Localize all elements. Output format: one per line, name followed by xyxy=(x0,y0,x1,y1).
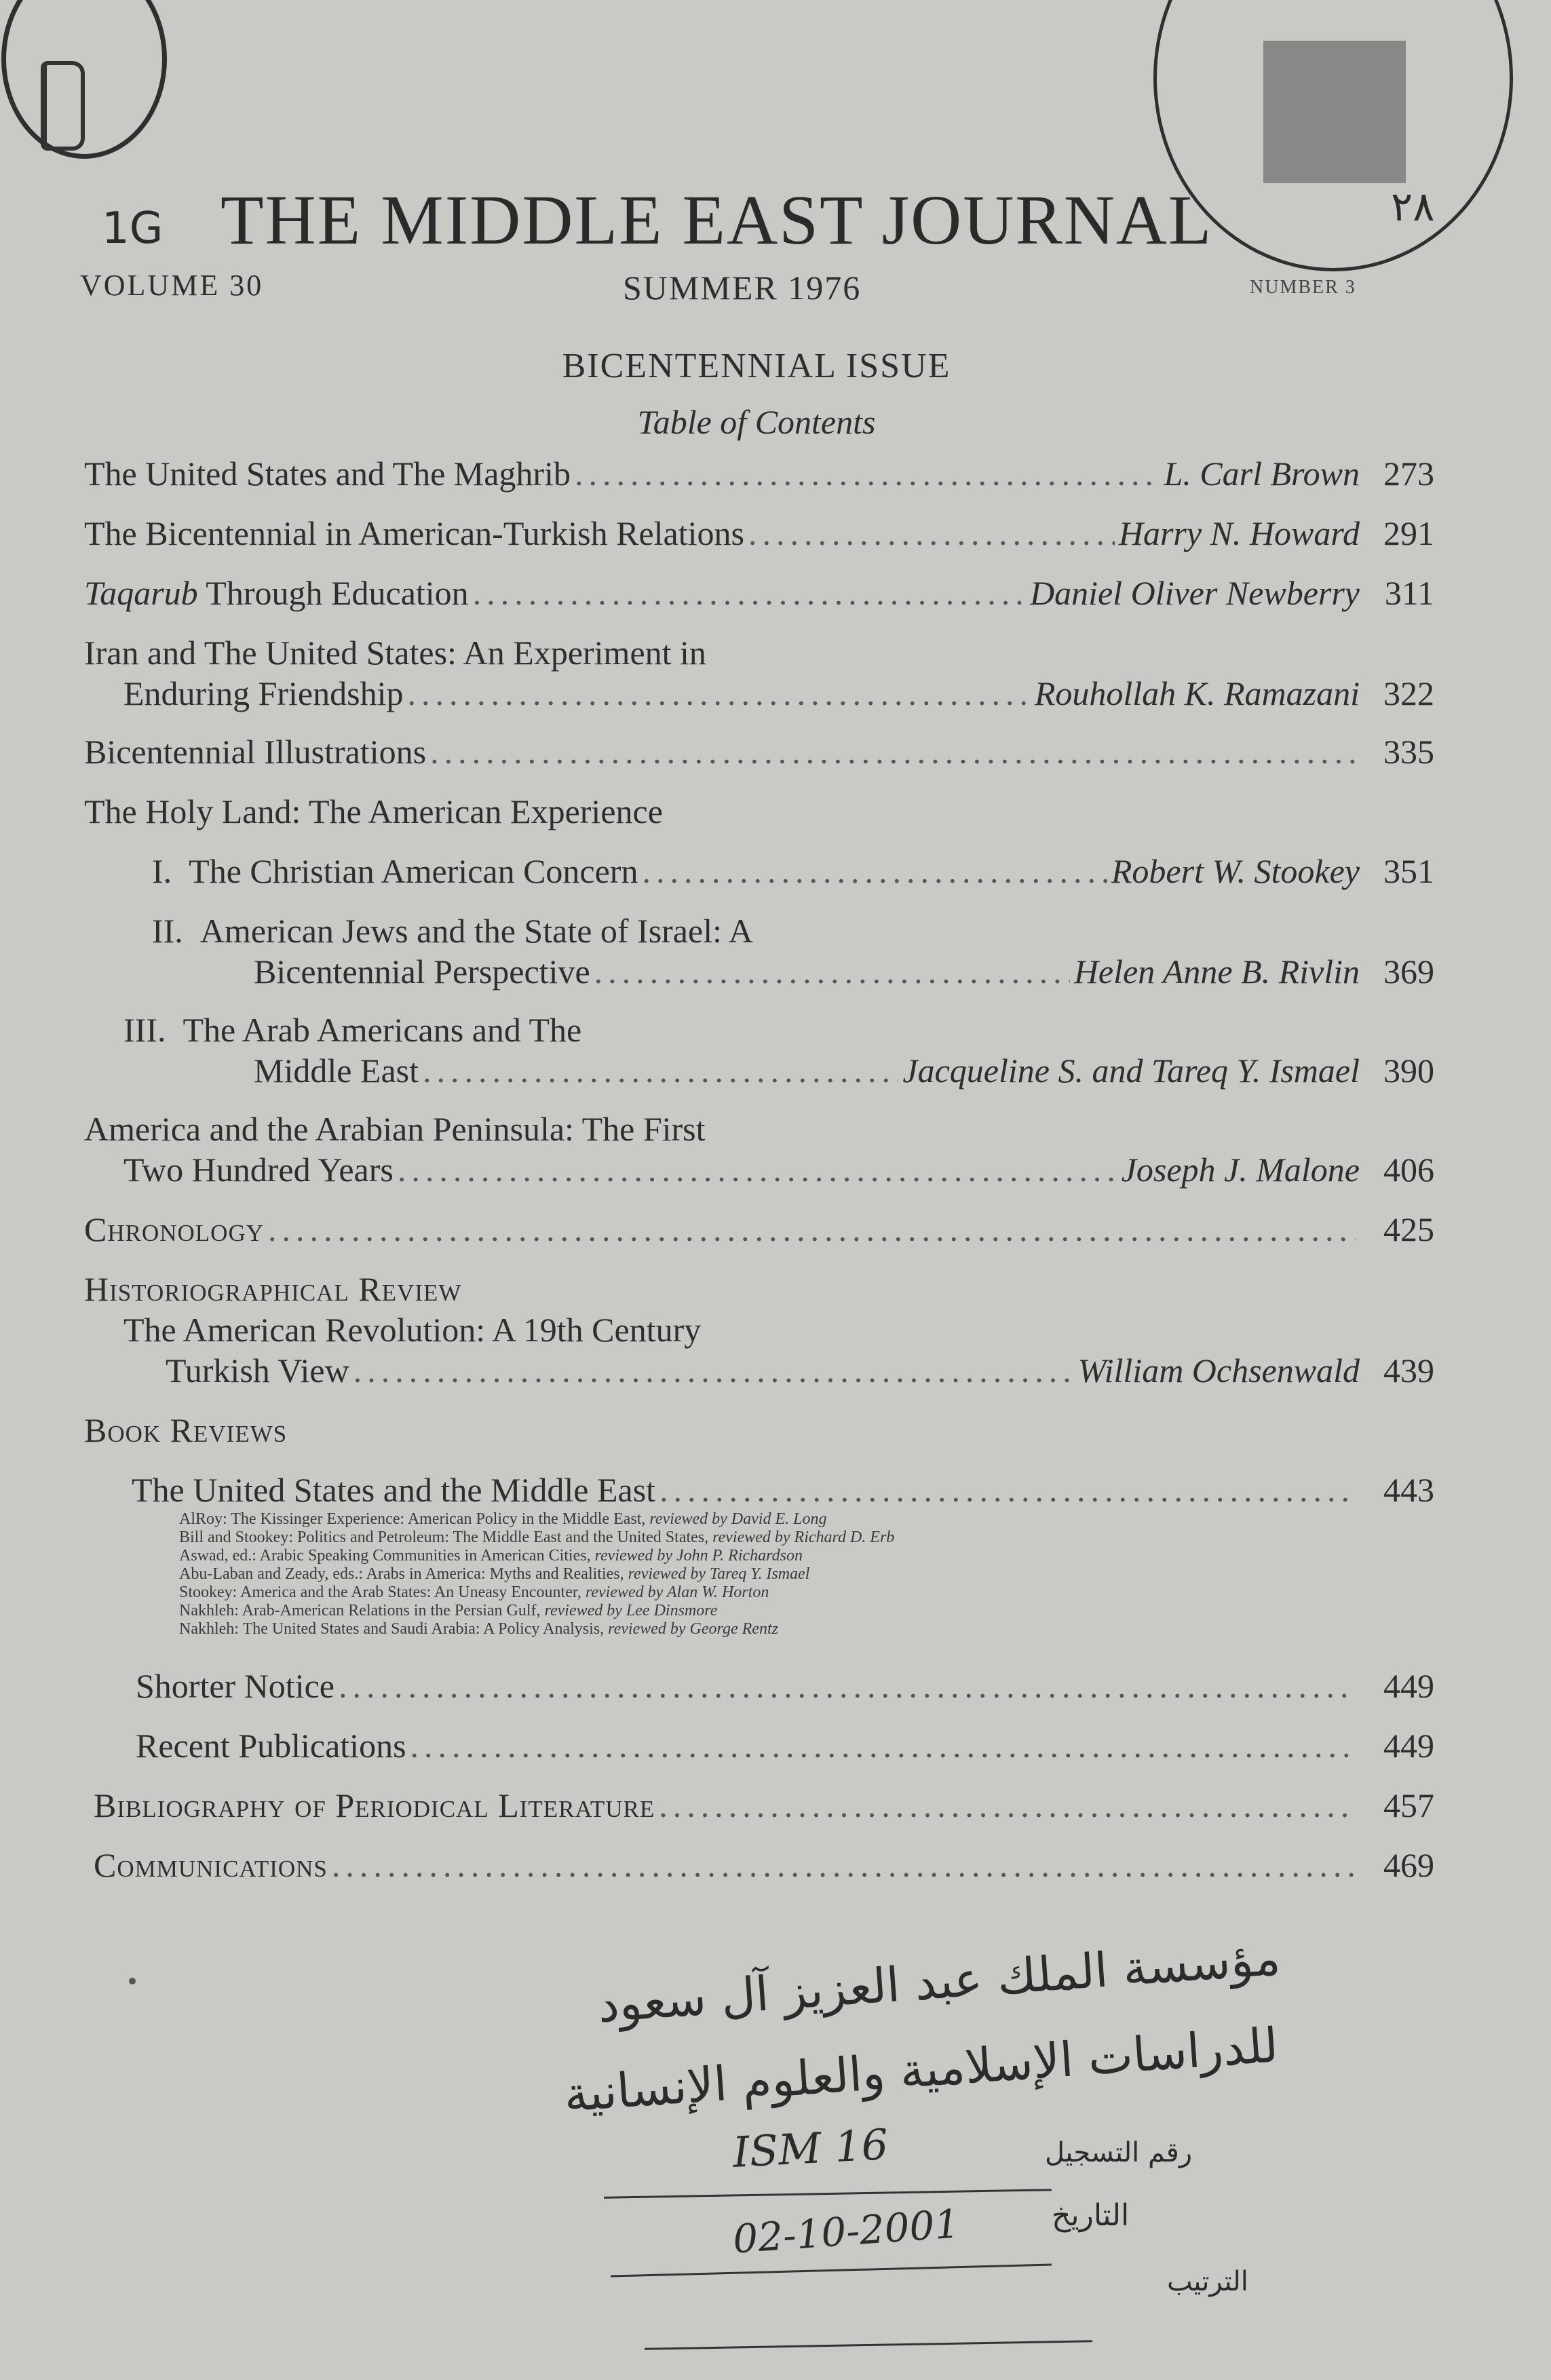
registration-underline xyxy=(604,2189,1052,2199)
toc-entry-author: Daniel Oliver Newberry xyxy=(1029,574,1360,612)
toc-entry-title: America and the Arabian Peninsula: The First xyxy=(84,1110,706,1148)
toc-entry[interactable] xyxy=(84,731,1434,772)
toc-entry-author: Jacqueline S. and Tareq Y. Ismael xyxy=(902,1052,1360,1090)
toc-entry-page: 469 xyxy=(1383,1846,1434,1884)
toc-entry-title: The Bicentennial in American-Turkish Relations xyxy=(84,514,744,552)
book-review-item: Abu-Laban and Zeady, eds.: Arabs in America: Myths and Realities, reviewed by Tareq Y. Ismael xyxy=(179,1565,810,1583)
leader-dots xyxy=(430,731,1356,772)
date-underline xyxy=(611,2263,1052,2277)
toc-entry-page: 406 xyxy=(1383,1151,1434,1189)
issue-number: NUMBER 3 xyxy=(1250,277,1356,298)
toc-entry-title-cont: Middle East xyxy=(254,1052,419,1090)
book-review-item: Nakhleh: The United States and Saudi Arabia: A Policy Analysis, reviewed by George Rentz xyxy=(179,1620,778,1638)
journal-title: THE MIDDLE EAST JOURNAL xyxy=(221,181,1213,259)
toc-entry-author: Helen Anne B. Rivlin xyxy=(1073,953,1360,991)
toc-entry-author: Harry N. Howard xyxy=(1118,514,1360,552)
toc-entry-page: 291 xyxy=(1383,514,1434,552)
toc-entry-author: Robert W. Stookey xyxy=(1111,852,1360,890)
leader-dots xyxy=(332,1845,1356,1885)
toc-entry-page: 449 xyxy=(1383,1727,1434,1765)
toc-entry-title-cont: Turkish View xyxy=(166,1351,349,1389)
toc-entry[interactable] xyxy=(84,1725,1434,1766)
toc-entry[interactable] xyxy=(84,573,1434,613)
leader-dots xyxy=(268,1209,1356,1250)
book-review-item: AlRoy: The Kissinger Experience: American Policy in the Middle East, reviewed by David E. Long xyxy=(179,1510,827,1528)
leader-dots xyxy=(423,1050,898,1091)
toc-entry[interactable] xyxy=(84,673,1434,714)
toc-section-title: Book Reviews xyxy=(84,1411,288,1449)
leader-dots xyxy=(473,573,1026,613)
handwritten-shelf-mark: 1G xyxy=(102,204,164,254)
leader-dots xyxy=(659,1785,1356,1826)
toc-entry[interactable] xyxy=(84,453,1434,494)
registration-date: 02-10-2001 xyxy=(731,2200,961,2263)
toc-entry-author: Rouhollah K. Ramazani xyxy=(1034,674,1360,712)
toc-entry-title: II. American Jews and the State of Israel: A xyxy=(152,912,753,950)
toc-entry[interactable] xyxy=(84,1845,1434,1885)
toc-entry-author: L. Carl Brown xyxy=(1164,455,1360,493)
issue-season: SUMMER 1976 xyxy=(623,269,862,307)
toc-entry[interactable] xyxy=(84,1350,1434,1391)
handwritten-institution-name-2: للدراسات الإسلامية والعلوم الإنسانية xyxy=(562,2017,1280,2123)
toc-entry-page: 273 xyxy=(1383,455,1434,493)
leader-dots xyxy=(410,1725,1356,1766)
toc-entry-page: 390 xyxy=(1383,1052,1434,1090)
leader-dots xyxy=(398,1149,1117,1190)
leader-dots xyxy=(748,513,1115,554)
toc-entry[interactable] xyxy=(84,1050,1434,1091)
leader-dots xyxy=(339,1666,1356,1706)
book-review-list xyxy=(84,1510,1434,1638)
toc-entry-title: Bibliography of Periodical Literature xyxy=(94,1786,655,1824)
toc-entry-page: 369 xyxy=(1383,953,1434,991)
stamp-mark-icon xyxy=(41,61,85,151)
toc-entry-author: William Ochsenwald xyxy=(1077,1351,1360,1389)
volume-label: VOLUME 30 xyxy=(80,269,264,302)
book-review-item: Bill and Stookey: Politics and Petroleum: The Middle East and the United States, reviewed by Richard D. Erb xyxy=(179,1529,895,1546)
toc-entry-page: 322 xyxy=(1383,674,1434,712)
seal-emblem-icon xyxy=(1263,41,1406,183)
leader-dots xyxy=(407,673,1030,714)
toc-heading: Table of Contents xyxy=(637,403,876,441)
toc-entry-page: 457 xyxy=(1383,1786,1434,1824)
toc-entry-title-cont: Two Hundred Years xyxy=(123,1151,394,1189)
toc-entry[interactable] xyxy=(84,1149,1434,1190)
toc-entry-page: 443 xyxy=(1383,1471,1434,1509)
toc-entry-title: Chronology xyxy=(84,1210,265,1248)
toc-entry-title-cont: Enduring Friendship xyxy=(123,674,404,712)
toc-entry-title: Bicentennial Illustrations xyxy=(84,733,427,771)
toc-entry-title: The American Revolution: A 19th Century xyxy=(123,1311,702,1349)
toc-entry[interactable] xyxy=(84,513,1434,554)
toc-entry-title: Taqarub Through Education xyxy=(84,574,469,612)
toc-entry-title: The United States and The Maghrib xyxy=(84,455,571,493)
toc-entry-author: Joseph J. Malone xyxy=(1121,1151,1360,1189)
toc-entry-page: 311 xyxy=(1384,574,1434,612)
handwritten-institution-name: مؤسسة الملك عبد العزيز آل سعود xyxy=(596,1930,1282,2034)
seal-corner-mark: ٢٨ xyxy=(1391,183,1435,231)
toc-entry-page: 449 xyxy=(1383,1667,1434,1705)
toc-entry-title: Recent Publications xyxy=(136,1727,406,1765)
toc-entry-title: The United States and the Middle East xyxy=(132,1471,656,1509)
toc-entry-title: Shorter Notice xyxy=(136,1667,334,1705)
toc-entry[interactable] xyxy=(84,1785,1434,1826)
book-review-item: Aswad, ed.: Arabic Speaking Communities in American Cities, reviewed by John P. Richardson xyxy=(179,1547,803,1565)
toc-entry-title: III. The Arab Americans and The xyxy=(123,1011,582,1049)
leader-dots xyxy=(642,851,1107,891)
toc-section-title: The Holy Land: The American Experience xyxy=(84,792,663,830)
registration-label: رقم التسجيل xyxy=(1045,2137,1193,2168)
date-label: التاريخ xyxy=(1052,2198,1130,2233)
leader-dots xyxy=(575,453,1160,494)
toc-entry-page: 439 xyxy=(1383,1351,1434,1389)
table-of-contents xyxy=(84,453,1434,1885)
book-review-item: Nakhleh: Arab-American Relations in the Persian Gulf, reviewed by Lee Dinsmore xyxy=(179,1602,718,1619)
order-label: الترتيب xyxy=(1167,2266,1248,2297)
issue-heading: BICENTENNIAL ISSUE xyxy=(562,347,951,385)
toc-entry-title: I. The Christian American Concern xyxy=(152,852,638,890)
toc-entry-page: 335 xyxy=(1383,733,1434,771)
toc-entry-title-cont: Bicentennial Perspective xyxy=(254,953,590,991)
toc-section-title: Historiographical Review xyxy=(84,1270,462,1308)
toc-entry-title: Iran and The United States: An Experiment in xyxy=(84,634,706,672)
toc-entry-page: 425 xyxy=(1383,1210,1434,1248)
registration-number: ISM 16 xyxy=(731,2119,889,2177)
toc-entry[interactable] xyxy=(84,951,1434,992)
toc-entry[interactable] xyxy=(84,1470,1434,1510)
toc-entry-title: Communications xyxy=(94,1846,328,1884)
book-review-item: Stookey: America and the Arab States: An Uneasy Encounter, reviewed by Alan W. Horton xyxy=(179,1584,769,1601)
leader-dots xyxy=(353,1350,1074,1391)
leader-dots xyxy=(594,951,1070,992)
leader-dots xyxy=(659,1470,1356,1510)
order-underline xyxy=(645,2340,1092,2350)
ink-dot xyxy=(129,1978,136,1984)
toc-entry-page: 351 xyxy=(1383,852,1434,890)
toc-entry[interactable] xyxy=(84,851,1434,891)
toc-entry[interactable] xyxy=(84,1666,1434,1706)
toc-entry[interactable] xyxy=(84,1209,1434,1250)
